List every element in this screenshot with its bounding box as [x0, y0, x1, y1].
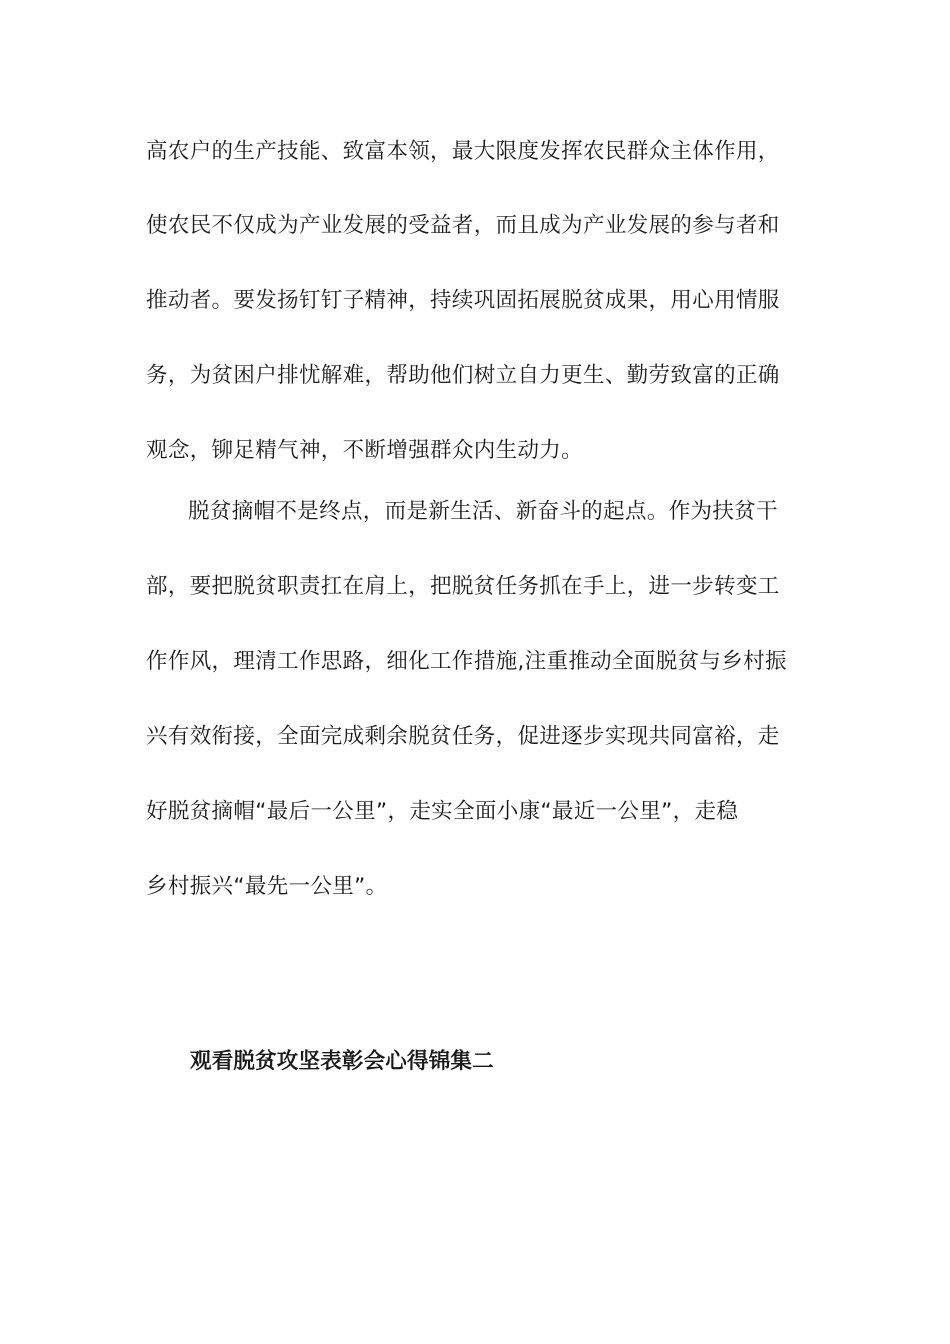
paragraph-2-line-6: 乡村振兴“最先一公里”。	[146, 874, 388, 899]
section-heading: 观看脱贫攻坚表彰会心得锦集二	[190, 1049, 494, 1074]
paragraph-1-line-4: 务，为贫困户排忧解难，帮助他们树立自力更生、勤劳致富的正确	[146, 363, 780, 388]
paragraph-2-line-2: 部，要把脱贫职责扛在肩上，把脱贫任务抓在手上，进一步转变工	[146, 574, 780, 599]
paragraph-1-line-3: 推动者。要发扬钉钉子精神，持续巩固拓展脱贫成果，用心用情服	[146, 288, 780, 313]
paragraph-2-line-3: 作作风，理清工作思路，细化工作措施,注重推动全面脱贫与乡村振	[146, 649, 787, 674]
paragraph-1-line-2: 使农民不仅成为产业发展的受益者，而且成为产业发展的参与者和	[146, 213, 780, 238]
paragraph-1-line-1: 高农户的生产技能、致富本领，最大限度发挥农民群众主体作用，	[146, 139, 780, 164]
paragraph-2-line-5: 好脱贫摘帽“最后一公里”，走实全面小康“最近一公里”，走稳	[146, 799, 739, 824]
paragraph-2-line-4: 兴有效衔接，全面完成剩余脱贫任务，促进逐步实现共同富裕，走	[146, 724, 780, 749]
paragraph-2-line-1: 脱贫摘帽不是终点，而是新生活、新奋斗的起点。作为扶贫干	[188, 499, 778, 524]
paragraph-1-line-5: 观念，铆足精气神，不断增强群众内生动力。	[146, 438, 584, 463]
